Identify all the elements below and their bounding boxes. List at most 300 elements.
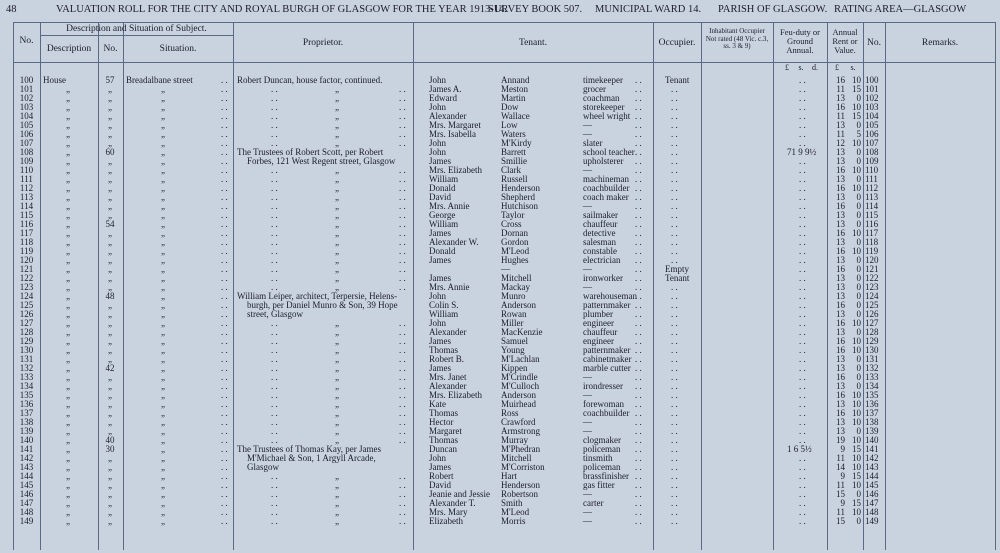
row-house-number: „	[108, 201, 112, 211]
row-proprietor-dots: . .	[399, 246, 406, 256]
row-situation: „	[161, 399, 165, 409]
row-tenant-first: Mrs. Janet	[429, 372, 467, 382]
row-proprietor-ditto: . .	[271, 354, 278, 364]
row-dots: . .	[221, 246, 228, 256]
row-tenant-occupation: —	[583, 390, 592, 400]
row-proprietor-ditto: . .	[271, 264, 278, 274]
row-proprietor-dots: . .	[399, 237, 406, 247]
row-rent-pounds: 11	[836, 480, 845, 490]
row-rent-pounds: 9	[840, 471, 845, 481]
row-description: „	[66, 471, 70, 481]
row-proprietor-ditto: . .	[271, 84, 278, 94]
proprietor-scott-trustees-line1: The Trustees of Robert Scott, per Robert	[237, 147, 384, 157]
rating-area: RATING AREA—GLASGOW	[834, 4, 967, 15]
row-tenant-first: William	[429, 174, 459, 184]
row-dots: . .	[221, 237, 228, 247]
row-dots: . .	[221, 336, 228, 346]
row-rent-shillings: 0	[856, 93, 861, 103]
row-tenant-occupation: —	[583, 516, 592, 526]
row-dots: . .	[221, 93, 228, 103]
row-rent-shillings: 0	[856, 309, 861, 319]
row-number-right: 113	[865, 192, 879, 202]
row-proprietor-dots: . .	[399, 417, 406, 427]
row-feu-dots: . .	[799, 93, 806, 103]
row-tenant-last: Ross	[501, 408, 519, 418]
roll-title: VALUATION ROLL FOR THE CITY AND ROYAL BURGH OF GLASGOW FOR THE YEAR 1913-14.	[56, 4, 507, 15]
row-number: 104	[19, 111, 34, 121]
row-house-number: „	[108, 237, 112, 247]
row-tenant-first: Thomas	[429, 345, 458, 355]
row-tenant-occupation: sailmaker	[583, 210, 618, 220]
row-occupier-dots: . .	[671, 354, 678, 364]
row-tenant-last: Murray	[501, 435, 528, 445]
row-proprietor-ditto: . .	[271, 255, 278, 265]
row-rent-pounds: 13	[836, 426, 845, 436]
row-dots: . .	[221, 327, 228, 337]
row-dots: . .	[221, 318, 228, 328]
row-description: „	[66, 111, 70, 121]
row-house-number: „	[108, 120, 112, 130]
row-description: „	[66, 435, 70, 445]
row-tenant-dots: . .	[635, 291, 642, 301]
row-dots: . .	[221, 291, 228, 301]
row-rent-pounds: 16	[836, 345, 845, 355]
row-tenant-dots: . .	[635, 435, 642, 445]
row-situation: „	[161, 291, 165, 301]
row-house-number: „	[108, 318, 112, 328]
survey-book: SURVEY BOOK 507.	[488, 4, 583, 15]
row-rent-pounds: 11	[836, 84, 845, 94]
row-rent-pounds: 13	[836, 282, 845, 292]
row-description: „	[66, 84, 70, 94]
row-rent-shillings: 10	[852, 228, 861, 238]
row-dots: . .	[221, 381, 228, 391]
row-occupier: Tenant	[665, 273, 690, 283]
row-feu-dots: . .	[799, 480, 806, 490]
row-rent-shillings: 10	[852, 345, 861, 355]
row-proprietor-ditto: „	[335, 399, 339, 409]
row-number-right: 111	[865, 174, 878, 184]
row-tenant-first: John	[429, 75, 447, 85]
row-proprietor-ditto: „	[335, 471, 339, 481]
row-situation: „	[161, 201, 165, 211]
row-house-number: „	[108, 183, 112, 193]
row-tenant-last: Smillie	[501, 156, 528, 166]
row-proprietor-ditto: „	[335, 336, 339, 346]
row-description: „	[66, 489, 70, 499]
row-dots: . .	[221, 210, 228, 220]
row-tenant-dots: . .	[635, 489, 642, 499]
row-dots: . .	[221, 282, 228, 292]
row-dots: . .	[221, 498, 228, 508]
proprietor-kay-trustees-line3: Glasgow	[247, 462, 279, 472]
row-house-number: „	[108, 354, 112, 364]
row-tenant-occupation: clogmaker	[583, 435, 621, 445]
row-rent-shillings: 0	[856, 201, 861, 211]
row-house-number: „	[108, 390, 112, 400]
row-feu-dots: . .	[799, 372, 806, 382]
row-number: 115	[19, 210, 34, 220]
row-proprietor-dots: . .	[399, 345, 406, 355]
row-number: 144	[19, 471, 34, 481]
row-rent-pounds: 16	[836, 408, 845, 418]
parish: PARISH OF GLASGOW.	[718, 4, 828, 15]
municipal-ward: MUNICIPAL WARD 14.	[595, 4, 702, 15]
row-tenant-last: Low	[501, 120, 518, 130]
row-house-number: 30	[105, 444, 115, 454]
row-number-right: 127	[865, 318, 879, 328]
row-house-number: „	[108, 210, 112, 220]
row-proprietor-ditto: . .	[271, 498, 278, 508]
row-rent-shillings: 10	[852, 102, 861, 112]
row-rent-shillings: 10	[852, 183, 861, 193]
row-tenant-occupation: marble cutter	[583, 363, 631, 373]
row-dots: . .	[221, 462, 228, 472]
row-number-right: 149	[865, 516, 879, 526]
row-description: „	[66, 93, 70, 103]
row-tenant-occupation: coach maker	[583, 192, 629, 202]
row-proprietor-ditto: „	[335, 480, 339, 490]
row-situation: „	[161, 210, 165, 220]
row-rent-pounds: 13	[836, 354, 845, 364]
row-situation: „	[161, 219, 165, 229]
row-house-number: „	[108, 381, 112, 391]
row-rent-pounds: 16	[836, 165, 845, 175]
row-rent-shillings: 10	[852, 336, 861, 346]
row-tenant-dots: . .	[635, 318, 642, 328]
row-rent-shillings: 15	[852, 111, 861, 121]
row-number-right: 106	[865, 129, 879, 139]
row-tenant-dots: . .	[635, 120, 642, 130]
header-no: No.	[19, 36, 34, 46]
row-dots: . .	[221, 228, 228, 238]
row-number: 133	[19, 372, 34, 382]
row-tenant-dots: . .	[635, 507, 642, 517]
row-number: 100	[19, 75, 34, 85]
row-tenant-occupation: —	[583, 426, 592, 436]
row-feu-dots: . .	[799, 138, 806, 148]
row-tenant-first: John	[429, 102, 447, 112]
row-rent-shillings: 0	[856, 381, 861, 391]
row-tenant-first: John	[429, 147, 447, 157]
row-occupier-dots: . .	[671, 93, 678, 103]
row-situation: „	[161, 246, 165, 256]
row-proprietor-dots: . .	[399, 516, 406, 526]
row-number: 121	[19, 264, 34, 274]
row-tenant-last: MacKenzie	[501, 327, 543, 337]
row-number-right: 116	[865, 219, 879, 229]
row-description: „	[66, 120, 70, 130]
row-tenant-dots: . .	[635, 516, 642, 526]
row-proprietor-dots: . .	[399, 471, 406, 481]
row-number: 142	[19, 453, 34, 463]
row-proprietor-ditto: . .	[271, 345, 278, 355]
row-proprietor-dots: . .	[399, 120, 406, 130]
row-rent-pounds: 11	[836, 507, 845, 517]
row-house-number: „	[108, 102, 112, 112]
row-tenant-occupation: patternmaker	[583, 345, 631, 355]
row-proprietor-dots: . .	[399, 111, 406, 121]
row-tenant-occupation: —	[583, 507, 592, 517]
row-house-number: „	[108, 327, 112, 337]
row-house-number: „	[108, 471, 112, 481]
row-proprietor-ditto: „	[335, 426, 339, 436]
row-number-right: 126	[865, 309, 879, 319]
row-tenant-last: Cross	[501, 219, 522, 229]
row-number-right: 107	[865, 138, 879, 148]
row-tenant-dots: . .	[635, 246, 642, 256]
row-feu-dots: . .	[799, 345, 806, 355]
row-tenant-occupation: cabinetmaker	[583, 354, 632, 364]
row-rent-shillings: 15	[852, 84, 861, 94]
row-number-right: 131	[865, 354, 879, 364]
row-proprietor-ditto: „	[335, 237, 339, 247]
row-number: 118	[19, 237, 34, 247]
row-tenant-occupation: —	[583, 264, 592, 274]
row-rent-pounds: 13	[836, 192, 845, 202]
row-rent-shillings: 10	[852, 318, 861, 328]
row-tenant-first: John	[429, 318, 447, 328]
row-proprietor-ditto: „	[335, 165, 339, 175]
row-proprietor-ditto: . .	[271, 111, 278, 121]
row-number-right: 128	[865, 327, 879, 337]
row-proprietor-dots: . .	[399, 426, 406, 436]
row-occupier-dots: . .	[671, 399, 678, 409]
row-tenant-last: Wallace	[501, 111, 530, 121]
row-tenant-dots: . .	[635, 390, 642, 400]
row-situation: „	[161, 372, 165, 382]
row-house-number: „	[108, 426, 112, 436]
row-rent-shillings: 15	[852, 471, 861, 481]
row-tenant-dots: . .	[635, 102, 642, 112]
row-occupier-dots: . .	[671, 201, 678, 211]
row-tenant-dots: . .	[635, 273, 642, 283]
row-proprietor-ditto: „	[335, 390, 339, 400]
row-proprietor-ditto: „	[335, 183, 339, 193]
row-tenant-dots: . .	[635, 498, 642, 508]
row-situation: „	[161, 408, 165, 418]
row-proprietor-dots: . .	[399, 381, 406, 391]
row-description: „	[66, 174, 70, 184]
row-tenant-first: James	[429, 156, 451, 166]
row-description: „	[66, 255, 70, 265]
row-rent-pounds: 19	[836, 435, 845, 445]
row-tenant-occupation: irondresser	[583, 381, 623, 391]
row-proprietor-dots: . .	[399, 273, 406, 283]
row-occupier-dots: . .	[671, 489, 678, 499]
row-proprietor-ditto: „	[335, 381, 339, 391]
row-tenant-last: Hughes	[501, 255, 529, 265]
row-tenant-dots: . .	[635, 480, 642, 490]
row-description: „	[66, 147, 70, 157]
row-rent-pounds: 16	[836, 372, 845, 382]
row-situation: „	[161, 165, 165, 175]
row-number-right: 123	[865, 282, 879, 292]
row-tenant-dots: . .	[635, 309, 642, 319]
row-tenant-first: Edward	[429, 93, 457, 103]
row-feu-dots: . .	[799, 237, 806, 247]
row-rent-pounds: 15	[836, 489, 845, 499]
row-proprietor-ditto: . .	[271, 408, 278, 418]
row-feu-dots: . .	[799, 75, 806, 85]
row-rent-pounds: 13	[836, 417, 845, 427]
row-number-right: 112	[865, 183, 879, 193]
row-number-right: 114	[865, 201, 879, 211]
header-annual-rent: Annual Rent or Value.	[832, 27, 858, 55]
row-situation: „	[161, 381, 165, 391]
header-proprietor: Proprietor.	[302, 38, 344, 48]
row-occupier-dots: . .	[671, 246, 678, 256]
row-description: „	[66, 453, 70, 463]
row-house-number: „	[108, 156, 112, 166]
header-feu-duty: Feu-duty or Ground Annual.	[780, 27, 820, 55]
row-dots: . .	[221, 408, 228, 418]
row-number: 125	[19, 300, 34, 310]
row-proprietor-ditto: „	[335, 435, 339, 445]
row-feu-dots: . .	[799, 354, 806, 364]
row-tenant-occupation: upholsterer	[583, 156, 624, 166]
row-tenant-last: Taylor	[501, 210, 525, 220]
row-tenant-last: Hutchison	[501, 201, 538, 211]
row-situation: „	[161, 471, 165, 481]
row-tenant-occupation: slater	[583, 138, 603, 148]
row-rent-shillings: 5	[856, 129, 861, 139]
row-number-right: 108	[865, 147, 879, 157]
row-feu-dots: . .	[799, 129, 806, 139]
row-occupier-dots: . .	[671, 129, 678, 139]
row-proprietor-ditto: . .	[271, 237, 278, 247]
row-rent-pounds: 9	[840, 444, 845, 454]
row-number-right: 125	[865, 300, 879, 310]
row-house-number: „	[108, 138, 112, 148]
row-tenant-last: Barrett	[501, 147, 526, 157]
row-tenant-dots: . .	[635, 453, 642, 463]
row-dots: . .	[221, 102, 228, 112]
row-feu-dots: . .	[799, 426, 806, 436]
row-tenant-last: Armstrong	[501, 426, 540, 436]
row-proprietor-ditto: . .	[271, 219, 278, 229]
row-tenant-dots: . .	[635, 336, 642, 346]
row-description: „	[66, 381, 70, 391]
row-number-right: 135	[865, 390, 879, 400]
row-number: 135	[19, 390, 34, 400]
row-number-right: 146	[865, 489, 879, 499]
row-tenant-first: David	[429, 192, 451, 202]
row-number: 110	[19, 165, 34, 175]
row-number: 132	[19, 363, 34, 373]
row-number: 146	[19, 489, 34, 499]
row-proprietor-ditto: „	[335, 489, 339, 499]
row-proprietor-dots: . .	[399, 201, 406, 211]
row-tenant-first: Mrs. Elizabeth	[429, 390, 482, 400]
row-number: 128	[19, 327, 34, 337]
row-proprietor-ditto: „	[335, 264, 339, 274]
row-rent-pounds: 13	[836, 399, 845, 409]
row-proprietor-ditto: „	[335, 372, 339, 382]
row-rent-shillings: 0	[856, 516, 861, 526]
row-description: „	[66, 237, 70, 247]
row-number: 129	[19, 336, 34, 346]
row-proprietor-ditto: „	[335, 327, 339, 337]
row-number: 103	[19, 102, 34, 112]
row-house-number: „	[108, 282, 112, 292]
row-feu-dots: . .	[799, 84, 806, 94]
row-number: 134	[19, 381, 34, 391]
row-tenant-dots: . .	[635, 84, 642, 94]
row-feu-dots: . .	[799, 102, 806, 112]
header-inhabitant-occupier: Inhabitant Occupier Not rated (48 Vic. c.3, ss. 3 & 9)	[705, 27, 769, 50]
row-proprietor-ditto: . .	[271, 471, 278, 481]
row-tenant-occupation: chauffeur	[583, 219, 618, 229]
row-description: „	[66, 291, 70, 301]
row-proprietor-ditto: . .	[271, 363, 278, 373]
row-rent-shillings: 15	[852, 444, 861, 454]
row-number-right: 147	[865, 498, 879, 508]
row-tenant-occupation: machineman	[583, 174, 629, 184]
row-situation: „	[161, 237, 165, 247]
row-proprietor-dots: . .	[399, 282, 406, 292]
row-feu-dots: . .	[799, 264, 806, 274]
row-number-right: 129	[865, 336, 879, 346]
row-number: 127	[19, 318, 34, 328]
row-number-right: 142	[865, 453, 879, 463]
row-situation: „	[161, 336, 165, 346]
row-rent-pounds: 16	[836, 75, 845, 85]
row-dots: . .	[221, 489, 228, 499]
row-house-number: „	[108, 111, 112, 121]
row-situation: „	[161, 480, 165, 490]
row-tenant-occupation: engineer	[583, 318, 614, 328]
row-dots: . .	[221, 300, 228, 310]
row-dots: . .	[221, 264, 228, 274]
row-rent-pounds: 15	[836, 516, 845, 526]
row-rent-shillings: 0	[856, 327, 861, 337]
row-number-right: 124	[865, 291, 879, 301]
row-occupier-dots: . .	[671, 516, 678, 526]
row-house-number: „	[108, 489, 112, 499]
row-rent-shillings: 10	[852, 408, 861, 418]
row-number-right: 139	[865, 426, 879, 436]
row-number-right: 130	[865, 345, 879, 355]
row-house-number: „	[108, 93, 112, 103]
row-number-right: 119	[865, 246, 879, 256]
row-situation: „	[161, 363, 165, 373]
row-number: 107	[19, 138, 34, 148]
row-tenant-last: Martin	[501, 93, 526, 103]
row-rent-shillings: 0	[856, 273, 861, 283]
row-rent-pounds: 13	[836, 381, 845, 391]
row-proprietor-ditto: „	[335, 219, 339, 229]
row-feu-dots: . .	[799, 246, 806, 256]
row-rent-pounds: 11	[836, 129, 845, 139]
row-tenant-first: Donald	[429, 246, 456, 256]
row-rent-pounds: 16	[836, 183, 845, 193]
row-feu-duty: 1 6 5½	[787, 444, 812, 454]
row-tenant-occupation: engineer	[583, 336, 614, 346]
row-tenant-first: Margaret	[429, 426, 462, 436]
row-feu-dots: . .	[799, 516, 806, 526]
row-house-number: „	[108, 399, 112, 409]
row-proprietor-ditto: „	[335, 408, 339, 418]
row-description: „	[66, 336, 70, 346]
row-tenant-first: Thomas	[429, 408, 458, 418]
row-rent-shillings: 10	[852, 417, 861, 427]
row-tenant-occupation: school teacher	[583, 147, 635, 157]
row-occupier-dots: . .	[671, 255, 678, 265]
row-feu-dots: . .	[799, 507, 806, 517]
row-feu-dots: . .	[799, 471, 806, 481]
row-tenant-dots: . .	[635, 345, 642, 355]
